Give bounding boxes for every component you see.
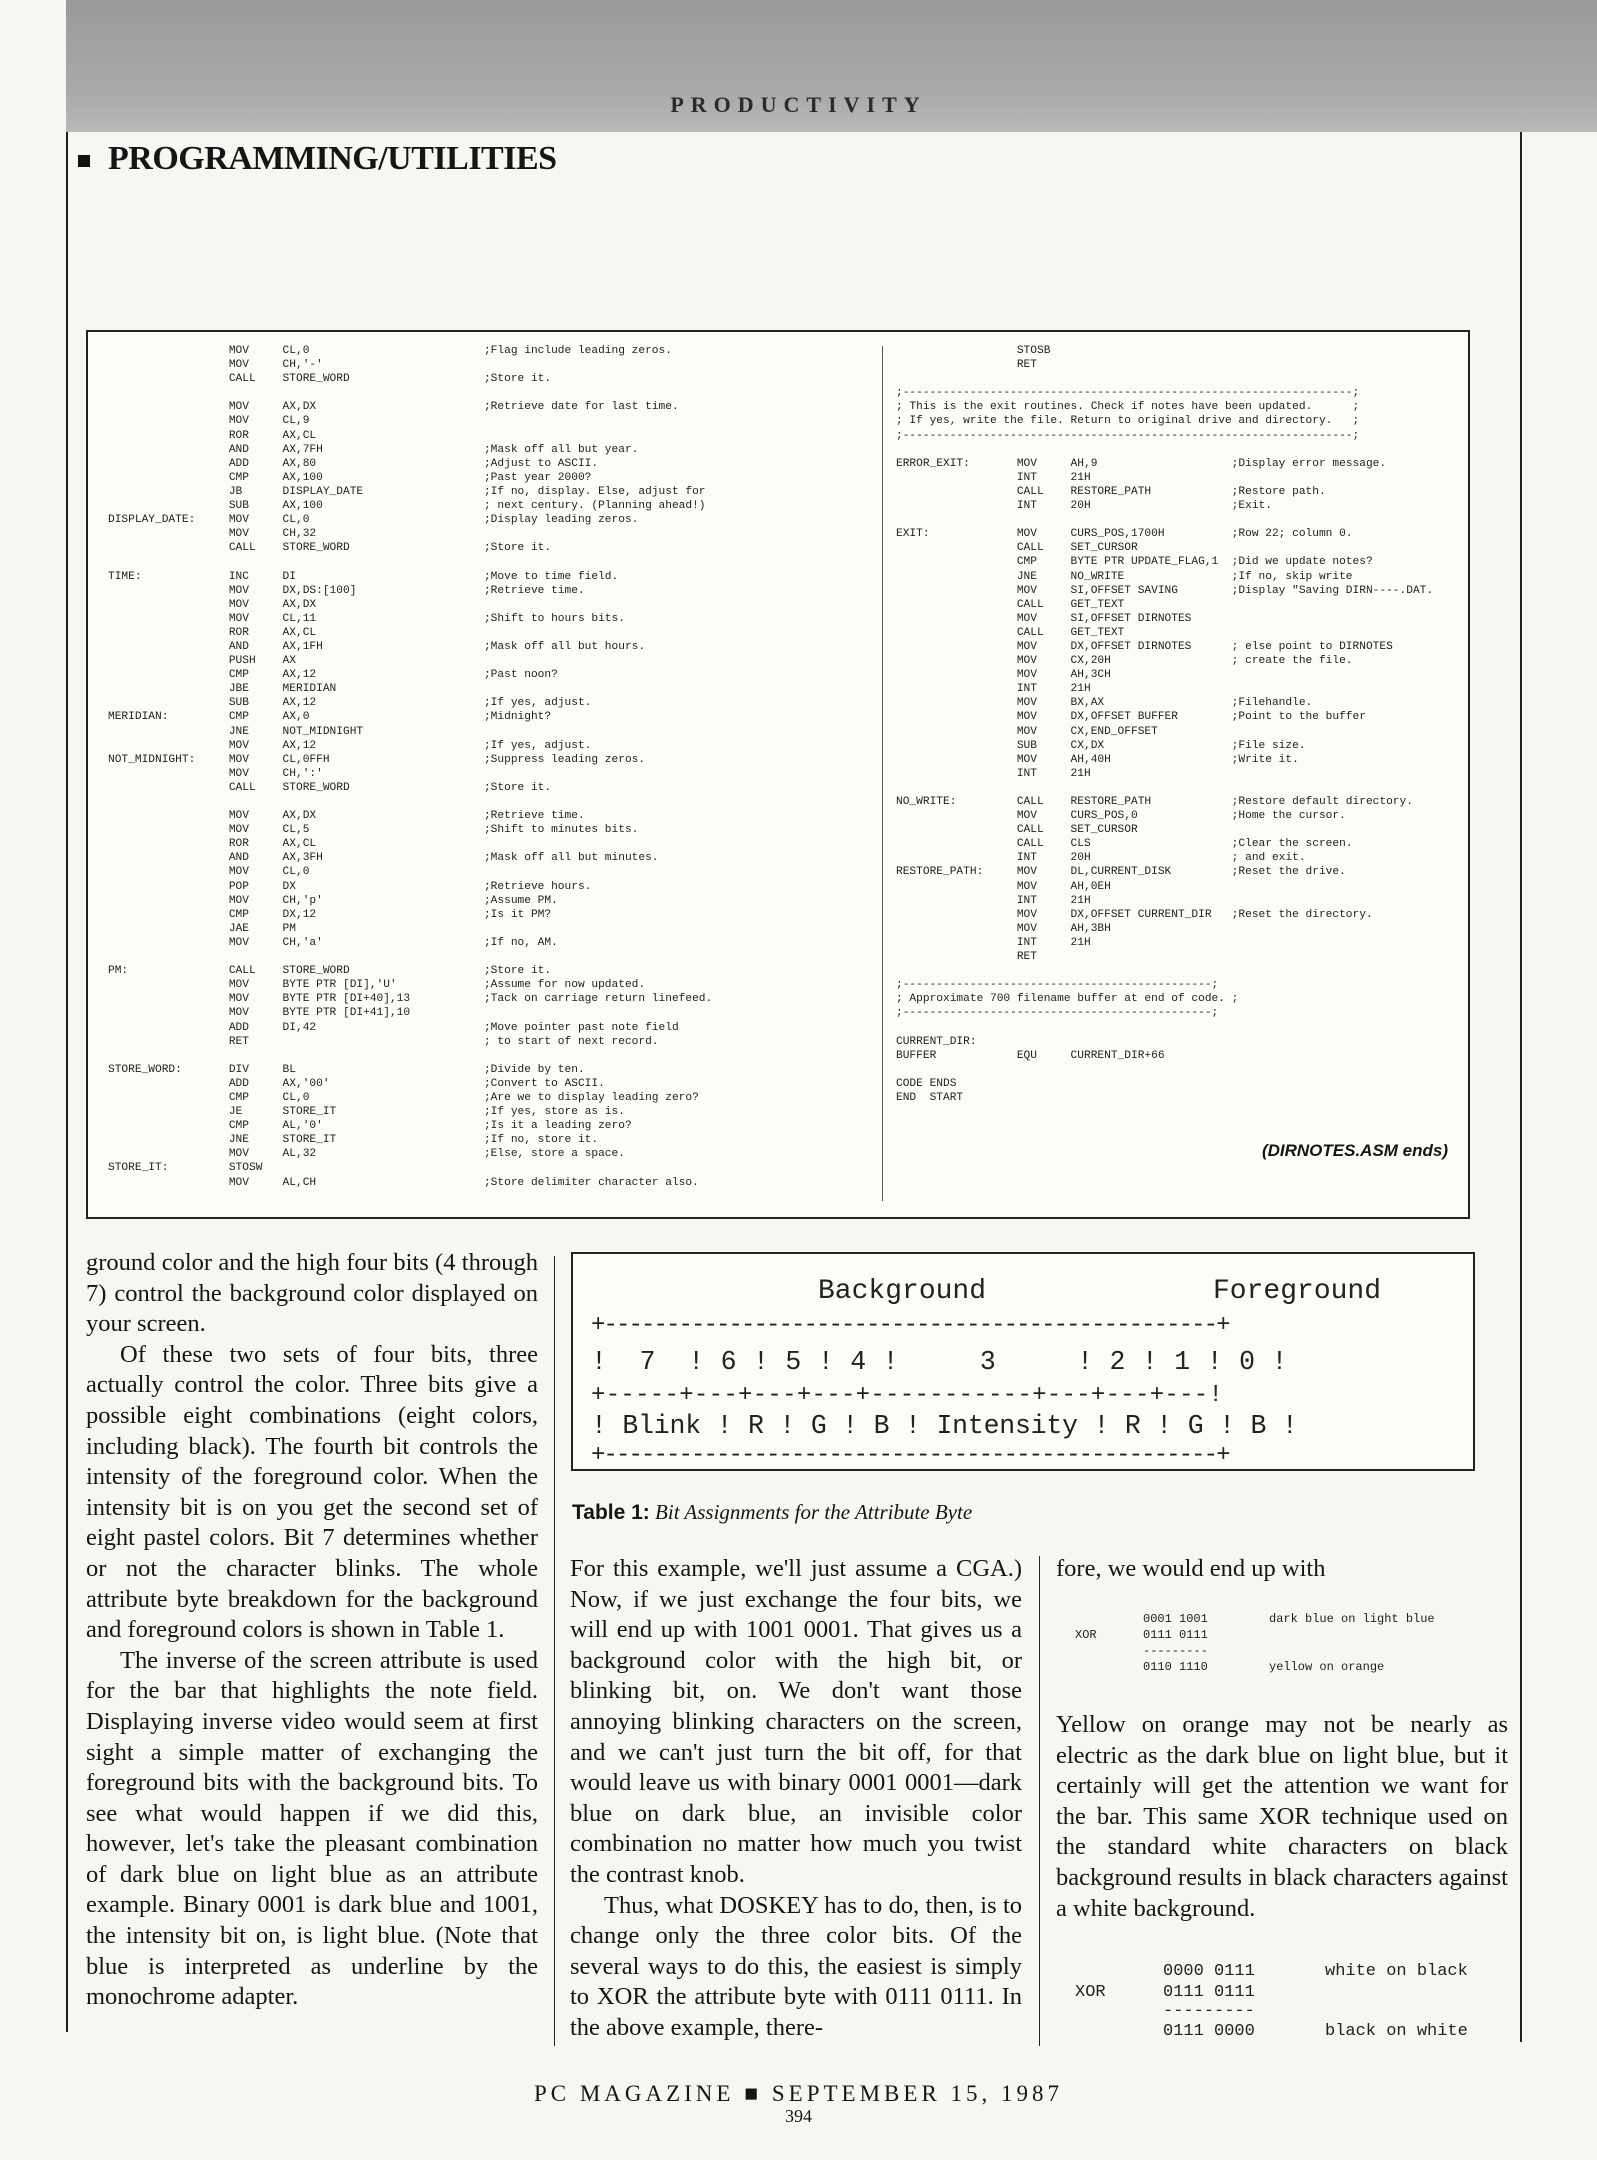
code-line: JE STORE_IT ;If yes, store as is. [108,1106,625,1119]
paragraph: For this example, we'll just assume a CGA.) Now, if we just exchange the four bits, we will end up with 1001 0001. That gives us a background color with the high bit, or blinking bit, on. We don't want those annoying blinking characters on the screen, and we can't just turn the bit off, for that would leave us with binary 0001 0001—dark blue on dark blue, an invisible color combination no matter how much you twist the contrast knob. [570,1555,1022,1888]
footer-date: SEPTEMBER 15, 1987 [771,2081,1064,2106]
code-line [108,795,868,809]
code-line: MOV DX,OFFSET BUFFER ;Point to the buffer [896,711,1366,724]
code-line [896,781,1466,795]
attribute-byte-table [571,1252,1475,1471]
xor-note2: yellow on orange [1269,1660,1385,1674]
xor-line2: 0111 0111 [1163,1983,1255,2002]
xor-note1: white on black [1325,1962,1468,1981]
page-footer: PC MAGAZINE ■ SEPTEMBER 15, 1987 [533,2081,1064,2106]
code-line [896,443,1466,457]
xor-example-2 [1075,1962,1515,2052]
table-head-background: Background [818,1276,987,1307]
code-line: INT 21H [896,767,1091,780]
code-line: MOV SI,OFFSET SAVING ;Display "Saving DIRN----.DAT. [896,584,1434,597]
code-column-right [896,344,1466,1105]
xor-line1: 0000 0111 [1163,1962,1255,1981]
code-line: EXIT: MOV CURS_POS,1700H ;Row 22; column 0. [896,528,1353,541]
code-line: MOV DX,DS:[100] ;Retrieve time. [108,584,585,597]
table-bits-row: ! 7 ! 6 ! 5 ! 4 ! 3 ! 2 ! 1 ! 0 ! [591,1347,1288,1377]
code-line: POP DX ;Retrieve hours. [108,880,592,893]
code-line: CALL STORE_WORD ;Store it. [108,542,552,555]
code-line: TIME: INC DI ;Move to time field. [108,570,619,583]
code-line: MOV DX,OFFSET CURRENT_DIR ;Reset the directory. [896,908,1373,921]
caption-label: Table 1: [572,1501,650,1524]
code-line: MOV AH,0EH [896,880,1111,893]
code-line: JBE MERIDIAN [108,683,337,696]
code-line: CMP AL,'0' ;Is it a leading zero? [108,1120,632,1133]
code-line: ;-------------------------------------------------------------------; [896,429,1360,442]
table-head-foreground: Foreground [1213,1276,1382,1307]
code-line: ADD DI,42 ;Move pointer past note field [108,1021,679,1034]
code-line: CALL SET_CURSOR [896,824,1138,837]
paragraph: fore, we would end up with [1056,1555,1326,1582]
code-line: CMP CL,0 ;Are we to display leading zero? [108,1091,699,1104]
article-column-1 [86,1248,538,2013]
code-line: DISPLAY_DATE: MOV CL,0 ;Display leading zeros. [108,514,639,527]
code-line: STORE_WORD: DIV BL ;Divide by ten. [108,1063,585,1076]
xor-note1: dark blue on light blue [1269,1612,1435,1626]
code-line: MOV AX,12 ;If yes, adjust. [108,739,592,752]
code-line: JNE NOT_MIDNIGHT [108,725,364,738]
code-line: MOV AX,DX ;Retrieve time. [108,810,585,823]
code-line: MOV CH,'p' ;Assume PM. [108,894,558,907]
code-line: CMP AX,100 ;Past year 2000? [108,471,592,484]
code-line: MOV CH,32 [108,528,317,541]
footer-magazine: PC MAGAZINE [533,2081,735,2106]
code-line: CURRENT_DIR: [896,1035,977,1048]
code-line [108,386,868,400]
code-line: MOV BYTE PTR [DI+41],10 [108,1007,411,1020]
paragraph: Yellow on orange may not be nearly as electric as the dark blue on light blue, but it certainly will get the attention we want for the bar. This same XOR technique used on the standard white characters on black background results in black characters against a white background. [1056,1711,1508,1922]
right-margin-rule [1520,132,1522,2042]
code-line: MOV CH,'a' ;If no, AM. [108,936,558,949]
table-labels-row: ! Blink ! R ! G ! B ! Intensity ! R ! G ! B ! [591,1411,1298,1441]
code-line [896,964,1466,978]
column-rule-2 [1039,1556,1040,2046]
code-line: SUB AX,12 ;If yes, adjust. [108,697,592,710]
code-line: PUSH AX [108,655,296,668]
code-line: MERIDIAN: CMP AX,0 ;Midnight? [108,711,552,724]
caption-text: Bit Assignments for the Attribute Byte [655,1500,973,1524]
code-line: SUB AX,100 ; next century. (Planning ahead!) [108,500,706,513]
xor-op: XOR [1075,1983,1106,2002]
code-line [896,372,1466,386]
code-line: MOV CX,20H ; create the file. [896,655,1353,668]
code-line [108,555,868,569]
code-line: MOV AH,3CH [896,669,1111,682]
code-line: MOV AH,40H ;Write it. [896,753,1299,766]
code-line: RET [896,951,1037,964]
code-line: ROR AX,CL [108,838,317,851]
paragraph: Thus, what DOSKEY has to do, then, is to change only the three color bits. Of the several ways to do this, the easiest is simply to XOR the attribute byte with 0111 0111. In the above example, there- [570,1891,1022,2041]
code-line: MOV CH,'-' [108,359,323,372]
code-line: INT 21H [896,471,1091,484]
code-line: CALL RESTORE_PATH ;Restore path. [896,485,1326,498]
code-line: MOV CL,9 [108,415,310,428]
code-line: ; Approximate 700 filename buffer at end of code. ; [896,993,1239,1006]
left-margin-rule [66,132,68,2032]
code-line: RET [896,359,1037,372]
xor-op: XOR [1075,1628,1097,1642]
code-line [108,1049,868,1063]
code-line: MOV BX,AX ;Filehandle. [896,697,1313,710]
bullet-square-icon [78,155,90,167]
code-line: MOV CL,0 [108,866,310,879]
xor-rule: --------- [1163,2002,1255,2021]
code-line: BUFFER EQU CURRENT_DIR+66 [896,1049,1165,1062]
code-line: RET ; to start of next record. [108,1035,659,1048]
code-line: MOV CL,11 ;Shift to hours bits. [108,612,625,625]
table-border-mid: +-----+---+---+---+-----------+---+---+---! [591,1382,1224,1409]
code-line: MOV AL,CH ;Store delimiter character also. [108,1176,699,1189]
code-line: ERROR_EXIT: MOV AH,9 ;Display error message. [896,457,1387,470]
code-line: CALL STORE_WORD ;Store it. [108,373,552,386]
code-line: CMP BYTE PTR UPDATE_FLAG,1 ;Did we update notes? [896,556,1373,569]
code-line: INT 21H [896,683,1091,696]
paragraph: Of these two sets of four bits, three actually control the color. Three bits give a possible eight combinations (eight colors, including black). The fourth bit controls the intensity of the foreground color. When the intensity bit is on you get the second set of eight pastel colors. Bit 7 determines whether or not the character blinks. The whole attribute byte breakdown for the background and foreground colors is shown in Table 1. [86,1340,538,1644]
xor-note2: black on white [1325,2022,1468,2041]
code-line: AND AX,3FH ;Mask off all but minutes. [108,852,659,865]
section-label: PRODUCTIVITY [670,92,927,117]
column-rule-1 [554,1256,555,2046]
code-line: CALL CLS ;Clear the screen. [896,838,1353,851]
code-line: CALL SET_CURSOR [896,542,1138,555]
code-line: MOV BYTE PTR [DI+40],13 ;Tack on carriage return linefeed. [108,993,713,1006]
table-border-top: +-------------------------------------------------+ [591,1312,1229,1339]
code-line: INT 20H ;Exit. [896,500,1272,513]
code-line: ;-------------------------------------------------------------------; [896,387,1360,400]
code-line: NO_WRITE: CALL RESTORE_PATH ;Restore default directory. [896,796,1413,808]
code-line: ; If yes, write the file. Return to original drive and directory. ; [896,415,1360,428]
code-line: CALL GET_TEXT [896,626,1125,639]
code-line: JNE STORE_IT ;If no, store it. [108,1134,599,1147]
paragraph: ground color and the high four bits (4 through 7) control the background color displayed on your screen. [86,1249,538,1338]
code-line: END START [896,1091,964,1104]
article-column-2 [570,1554,1022,2044]
code-line: MOV AL,32 ;Else, store a space. [108,1148,625,1161]
code-line: MOV CH,':' [108,767,323,780]
code-line: INT 21H [896,936,1091,949]
code-line: ;----------------------------------------------; [896,1007,1219,1020]
code-line: JAE PM [108,922,296,935]
code-line: AND AX,7FH ;Mask off all but year. [108,443,639,456]
code-line: CODE ENDS [896,1077,957,1090]
code-line: MOV AX,DX [108,598,317,611]
code-line: MOV CX,END_OFFSET [896,725,1158,738]
code-line: MOV SI,OFFSET DIRNOTES [896,612,1192,625]
code-line [896,1021,1466,1035]
code-line: ; This is the exit routines. Check if notes have been updated. ; [896,401,1360,414]
table-border-bottom: +-------------------------------------------------+ [591,1442,1229,1469]
code-line: MOV CL,5 ;Shift to minutes bits. [108,824,639,837]
code-line: CALL GET_TEXT [896,598,1125,611]
table-caption [572,1500,972,1525]
code-line: STOSB [896,345,1051,357]
code-line [108,950,868,964]
code-column-divider [882,346,883,1201]
department-title: PROGRAMMING/UTILITIES [108,140,557,177]
paragraph: The inverse of the screen attribute is used for the bar that highlights the note field. Displaying inverse video would seem at first sight a simple matter of exchanging the foreground bits with the background bits. To see what would happen if we did this, however, let's take the pleasant combination of dark blue on light blue as an attribute example. Binary 0001 is dark blue and 1001, the intensity bit on, is light blue. (Note that blue is interpreted as underline by the monochrome adapter. [86,1646,538,2011]
article-column-3-paragraph [1056,1710,1508,1924]
listing-ends-label: (DIRNOTES.ASM ends) [1261,1141,1448,1160]
code-line: PM: CALL STORE_WORD ;Store it. [108,965,552,978]
code-line: JNE NO_WRITE ;If no, skip write [896,570,1353,583]
code-line: JB DISPLAY_DATE ;If no, display. Else, adjust for [108,485,706,498]
code-column-left [108,344,868,1190]
code-line [896,513,1466,527]
code-line: CMP AX,12 ;Past noon? [108,669,558,682]
code-line: MOV AX,DX ;Retrieve date for last time. [108,401,679,414]
code-line: AND AX,1FH ;Mask off all but hours. [108,640,646,653]
page-number: 394 [785,2106,812,2126]
code-line: CMP DX,12 ;Is it PM? [108,908,552,921]
code-line: ADD AX,80 ;Adjust to ASCII. [108,457,599,470]
xor-rule: --------- [1143,1644,1208,1658]
xor-example-1 [1075,1612,1515,1692]
code-line: MOV CURS_POS,0 ;Home the cursor. [896,810,1346,823]
xor-result: 0111 0000 [1163,2022,1255,2041]
code-line: MOV BYTE PTR [DI],'U' ;Assume for now updated. [108,979,646,992]
code-line: INT 21H [896,894,1091,907]
xor-line1: 0001 1001 [1143,1612,1208,1626]
code-line: RESTORE_PATH: MOV DL,CURRENT_DISK ;Reset the drive. [896,866,1346,879]
article-column-3 [1056,1554,1508,1585]
code-line: ADD AX,'00' ;Convert to ASCII. [108,1077,605,1090]
code-line: INT 20H ; and exit. [896,852,1306,865]
code-line: ROR AX,CL [108,626,317,639]
code-line: SUB CX,DX ;File size. [896,739,1306,752]
code-line: ROR AX,CL [108,429,317,442]
xor-line2: 0111 0111 [1143,1628,1208,1642]
code-line: MOV CL,0 ;Flag include leading zeros. [108,345,672,357]
xor-result: 0110 1110 [1143,1660,1208,1674]
department-heading [78,140,557,178]
code-line: NOT_MIDNIGHT: MOV CL,0FFH ;Suppress leading zeros. [108,753,646,766]
code-listing [86,330,1470,1219]
code-line: MOV DX,OFFSET DIRNOTES ; else point to DIRNOTES [896,640,1393,653]
code-line: STORE_IT: STOSW [108,1162,263,1175]
code-line: ;----------------------------------------------; [896,979,1219,992]
code-line: MOV AH,3BH [896,922,1111,935]
code-line [896,1063,1466,1077]
code-line: CALL STORE_WORD ;Store it. [108,781,552,794]
